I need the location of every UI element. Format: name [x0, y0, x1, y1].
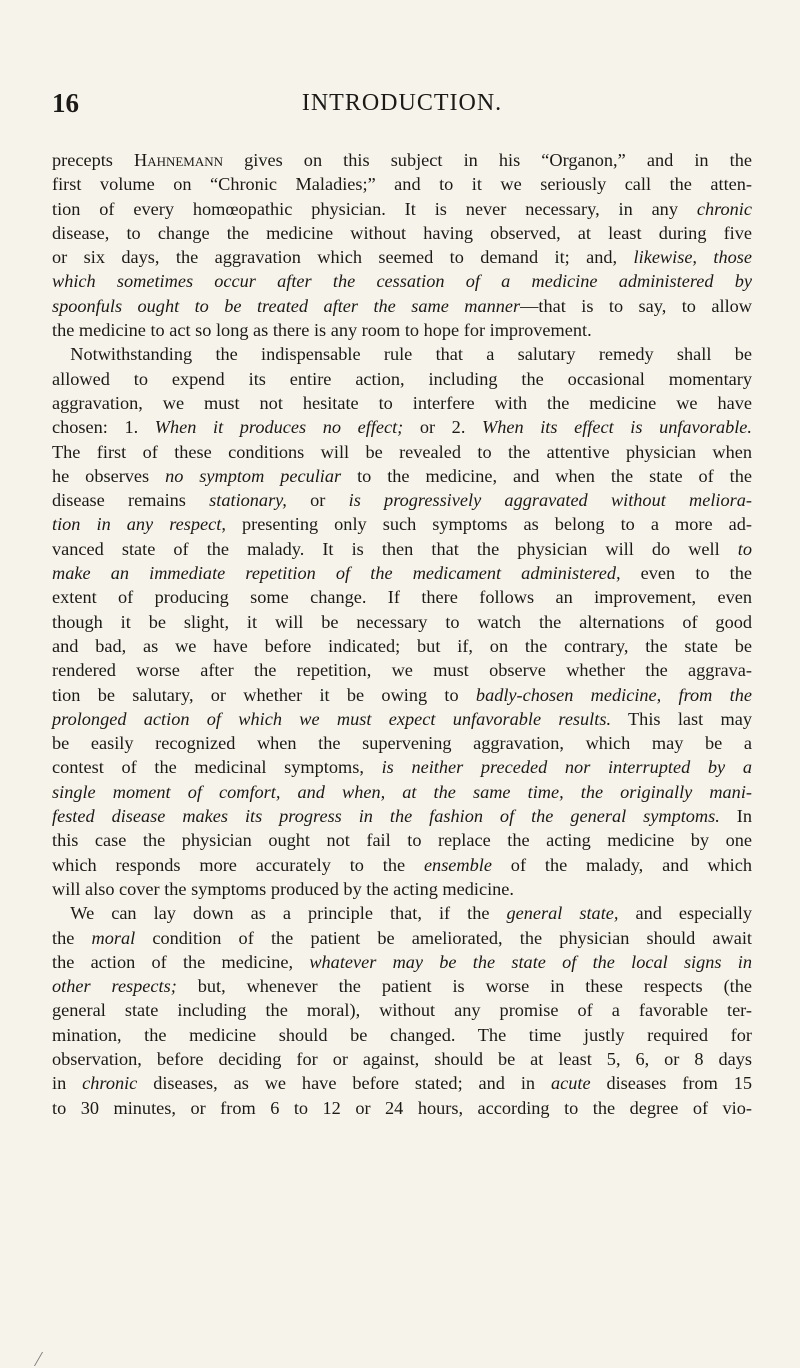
- text-span: be easily recognized when the supervening aggravation, which may be a: [52, 733, 752, 754]
- text-line: [52, 998, 752, 1022]
- italic-text: whatever may be the state of the local signs in: [309, 951, 752, 972]
- text-span: this case the physician ought not fail to replace the acting medicine by one: [52, 830, 752, 851]
- text-line: [52, 707, 752, 731]
- italic-text: acute: [550, 1073, 591, 1094]
- text-line: [52, 950, 752, 974]
- text-span: diseases, as we have before stated; and in: [137, 1073, 551, 1094]
- text-span: but, whenever the patient is worse in these respects (the: [176, 976, 752, 997]
- italic-text: is neither preceded nor interrupted by a: [381, 757, 752, 778]
- text-line: [52, 440, 752, 464]
- italic-text: spoonfuls ought to be treated after the same manner: [52, 295, 521, 316]
- text-line: [52, 197, 752, 221]
- text-line: [52, 488, 752, 512]
- italic-text: no symptom peculiar: [165, 465, 342, 486]
- text-line: [52, 926, 752, 950]
- text-span: In: [719, 806, 752, 827]
- text-line: [52, 512, 752, 536]
- text-line: [52, 464, 752, 488]
- text-line: [52, 1071, 752, 1095]
- text-span: contest of the medicinal symptoms,: [52, 757, 382, 778]
- text-span: to the medicine, and when the state of the: [341, 465, 752, 486]
- text-line: [52, 245, 752, 269]
- text-span: —that is to say, to allow: [520, 295, 752, 316]
- text-span: even to the: [620, 563, 752, 584]
- text-span: tion of every homœopathic physician. It is never necessary, in any: [52, 198, 697, 219]
- text-line: [52, 901, 752, 925]
- text-line: [52, 828, 752, 852]
- italic-text: single moment of comfort, and when, at the same time, the originally mani-: [52, 781, 752, 802]
- italic-text: make an immediate repetition of the medicament administered,: [52, 563, 621, 584]
- text-span: allowed to expend its entire action, including the occasional momentary: [52, 368, 752, 389]
- text-line: [52, 853, 752, 877]
- text-line: [52, 731, 752, 755]
- text-span: gives on this subject in his “Organon,” and in the: [223, 150, 752, 170]
- italic-text: prolonged action of which we must expect unfavorable results.: [52, 708, 612, 729]
- text-line: [52, 342, 752, 366]
- text-span: precepts: [52, 150, 134, 170]
- italic-text: When it produces no effect;: [154, 417, 404, 438]
- text-span: will also cover the symptoms produced by the acting medicine.: [52, 878, 514, 899]
- text-span: tion be salutary, or whether it be owing to: [52, 684, 476, 705]
- text-span: vanced state of the malady. It is then that the physician will do well: [52, 538, 738, 559]
- text-line: [52, 755, 752, 779]
- italic-text: general state,: [506, 903, 619, 924]
- italic-text: fested disease makes its progress in the fashion of the general symptoms.: [52, 806, 720, 827]
- text-line: [52, 1023, 752, 1047]
- text-line: [52, 877, 752, 901]
- page-number: 16: [52, 88, 79, 118]
- text-span: in: [52, 1073, 83, 1094]
- body-text: [52, 148, 752, 1120]
- text-line: [52, 634, 752, 658]
- italic-text: to: [737, 538, 752, 559]
- text-span: mination, the medicine should be changed. The time justly required for: [52, 1024, 752, 1045]
- italic-text: stationary,: [209, 490, 287, 511]
- italic-text: chronic: [696, 198, 752, 219]
- italic-text: which sometimes occur after the cessation of a medicine administered by: [52, 271, 752, 292]
- text-span: observation, before deciding for or against, should be at least 5, 6, or 8 days: [52, 1048, 752, 1069]
- text-line: [52, 318, 752, 342]
- italic-text: chronic: [82, 1073, 138, 1094]
- text-line: [52, 780, 752, 804]
- text-line: [52, 658, 752, 682]
- text-line: [52, 415, 752, 439]
- text-span: chosen: 1.: [52, 417, 155, 438]
- italic-text: likewise, those: [633, 247, 753, 268]
- text-span: or: [286, 490, 349, 511]
- italic-text: moral: [91, 927, 136, 948]
- italic-text: other respects;: [52, 976, 177, 997]
- italic-text: tion in any respect,: [52, 514, 226, 535]
- text-span: disease, to change the medicine without having observed, at least during five: [52, 222, 752, 243]
- page-header: [52, 88, 752, 118]
- text-line: [52, 561, 752, 585]
- text-span: This last may: [611, 708, 752, 729]
- text-span: general state including the moral), without any promise of a favorable ter-: [52, 1000, 752, 1021]
- text-span: which responds more accurately to the: [52, 854, 424, 875]
- text-line: [52, 294, 752, 318]
- text-span: to 30 minutes, or from 6 to 12 or 24 hours, according to the degree of vio-: [52, 1097, 752, 1118]
- text-span: and especially: [618, 903, 752, 924]
- text-line: [52, 269, 752, 293]
- text-span: aggravation, we must not hesitate to interfere with the medicine we have: [52, 392, 752, 413]
- italic-text: When its effect is unfavorable.: [482, 417, 752, 438]
- text-span: extent of producing some change. If there follows an improvement, even: [52, 587, 752, 608]
- italic-text: ensemble: [423, 854, 492, 875]
- italic-text: badly-chosen medicine, from the: [475, 684, 752, 705]
- small-caps-name: Hahnemann: [134, 150, 224, 170]
- text-line: [52, 391, 752, 415]
- text-span: disease remains: [52, 490, 210, 511]
- text-line: [52, 1096, 752, 1120]
- text-line: [52, 683, 752, 707]
- text-span: Notwithstanding the indispensable rule that a salutary remedy shall be: [52, 344, 752, 365]
- margin-mark: [34, 1352, 51, 1366]
- text-line: [52, 221, 752, 245]
- text-span: presenting only such symptoms as belong to a more ad-: [225, 514, 752, 535]
- text-line: [52, 804, 752, 828]
- text-span: the: [52, 927, 92, 948]
- text-span: rendered worse after the repetition, we must observe whether the aggrava-: [52, 660, 752, 681]
- text-span: and bad, as we have before indicated; but if, on the contrary, the state be: [52, 635, 752, 656]
- text-line: [52, 585, 752, 609]
- text-span: or six days, the aggravation which seemed to demand it; and,: [52, 247, 634, 268]
- italic-text: is progressively aggravated without meliora-: [348, 490, 752, 511]
- text-line: [52, 1047, 752, 1071]
- text-span: the action of the medicine,: [52, 951, 310, 972]
- text-line: [52, 974, 752, 998]
- text-span: condition of the patient be ameliorated, the physician should await: [135, 927, 752, 948]
- text-line: [52, 172, 752, 196]
- text-span: We can lay down as a principle that, if the: [52, 903, 507, 924]
- text-span: diseases from 15: [590, 1073, 752, 1094]
- text-span: he observes: [52, 465, 166, 486]
- text-line: [52, 148, 752, 172]
- text-span: though it be slight, it will be necessary to watch the alternations of good: [52, 611, 752, 632]
- running-title: INTRODUCTION.: [301, 90, 503, 116]
- text-line: [52, 367, 752, 391]
- text-span: or 2.: [403, 417, 482, 438]
- text-span: first volume on “Chronic Maladies;” and to it we seriously call the atten-: [52, 174, 752, 195]
- text-span: of the malady, and which: [491, 854, 752, 875]
- text-line: [52, 537, 752, 561]
- text-span: The first of these conditions will be revealed to the attentive physician when: [52, 441, 752, 462]
- text-line: [52, 610, 752, 634]
- text-span: the medicine to act so long as there is any room to hope for improvement.: [52, 320, 592, 341]
